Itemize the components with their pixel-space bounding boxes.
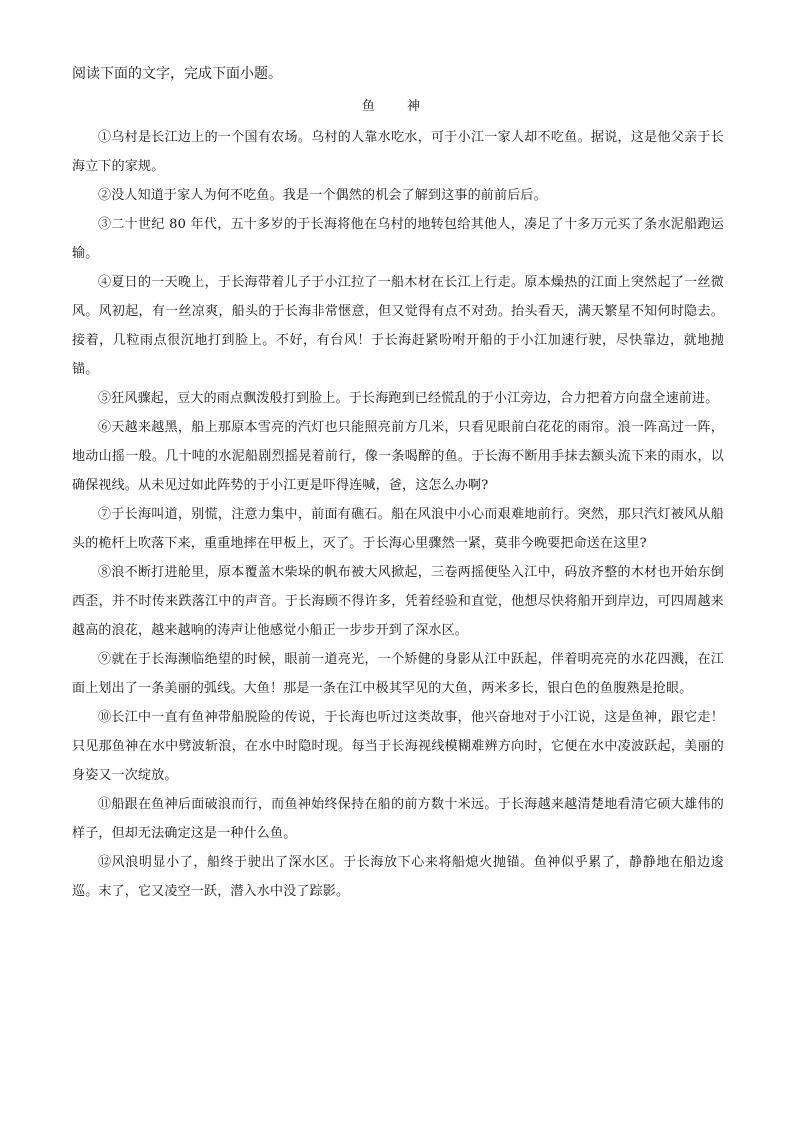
paragraph-1: ①乌村是长江边上的一个国有农场。乌村的人靠水吃水，可于小江一家人却不吃鱼。据说，这是他父亲于长海立下的家规。 [72,130,724,174]
story-title: 鱼 神 [361,99,435,114]
paragraph-12: ⑫风浪明显小了，船终于驶出了深水区。于长海放下心来将船熄火抛锚。鱼神似乎累了，静静地在船边逡巡。末了，它又凌空一跃，潜入水中没了踪影。 [72,855,724,899]
document-page [72,63,724,906]
paragraph-6: ⑥天越来越黑，船上那原本雪亮的汽灯也只能照亮前方几米，只看见眼前白花花的雨帘。浪一阵高过一阵，地动山摇一般。几十吨的水泥船剧烈摇晃着前行，像一条喝醉的鱼。于长海不断用手抹去额头流下来的雨水，以确保视线。从未见过如此阵势的于小江更是吓得连喊，爸，这怎么办啊? [72,420,724,493]
paragraph-2: ②没人知道于家人为何不吃鱼。我是一个偶然的机会了解到这事的前前后后。 [98,188,547,203]
paragraph-4: ④夏日的一天晚上，于长海带着儿子于小江拉了一船木材在长江上行走。原本燥热的江面上突然起了一丝微风。风初起，有一丝凉爽，船头的于长海非常惬意，但又觉得有点不对劲。抬头看天，满天繁星不知何时隐去。接着，几粒雨点很沉地打到脸上。不好，有台风！于长海赶紧吩咐开船的于小江加速行驶，尽快靠边，就地抛锚。 [72,275,724,377]
paragraph-11: ⑪船跟在鱼神后面破浪而行，而鱼神始终保持在船的前方数十米远。于长海越来越清楚地看清它硕大雄伟的样子，但却无法确定这是一种什么鱼。 [72,797,724,841]
paragraph-5: ⑤狂风骤起，豆大的雨点飘泼般打到脸上。于长海跑到已经慌乱的于小江旁边，合力把着方向盘全速前进。 [98,391,719,406]
paragraph-7: ⑦于长海叫道，别慌，注意力集中，前面有礁石。船在风浪中小心而艰难地前行。突然，那只汽灯被风从船头的桅杆上吹落下来，重重地摔在甲板上，灭了。于长海心里骤然一紧，莫非今晚要把命送在这里? [72,507,724,551]
paragraph-8: ⑧浪不断打进舱里，原本覆盖木柴垛的帆布被大风掀起，三卷两摇便坠入江中，码放齐整的木材也开始东倒西歪，并不时传来跌落江中的声音。于长海顾不得许多，凭着经验和直觉，他想尽快将船开到岸边，可四周越来越高的浪花，越来越响的涛声让他感觉小船正一步步开到了深水区。 [72,565,724,638]
paragraph-3: ③二十世纪 80 年代，五十多岁的于长海将他在乌村的地转包给其他人，凑足了十多万元买了条水泥船跑运输。 [72,217,724,261]
paragraph-10: ⑩长江中一直有鱼神带船脱险的传说，于长海也听过这类故事，他兴奋地对于小江说，这是鱼神，跟它走！只见那鱼神在水中劈波斩浪，在水中时隐时现。每当于长海视线模糊难辨方向时，它便在水中凌波跃起，美丽的身姿又一次绽放。 [72,710,724,783]
paragraph-9: ⑨就在于长海濒临绝望的时候，眼前一道亮光，一个矫健的身影从江中跃起，伴着明亮亮的水花四溅，在江面上划出了一条美丽的弧线。大鱼！那是一条在江中极其罕见的大鱼，两米多长，银白色的鱼腹熟是抢眼。 [72,652,724,696]
reading-instruction: 阅读下面的文字，完成下面小题。 [72,66,282,82]
